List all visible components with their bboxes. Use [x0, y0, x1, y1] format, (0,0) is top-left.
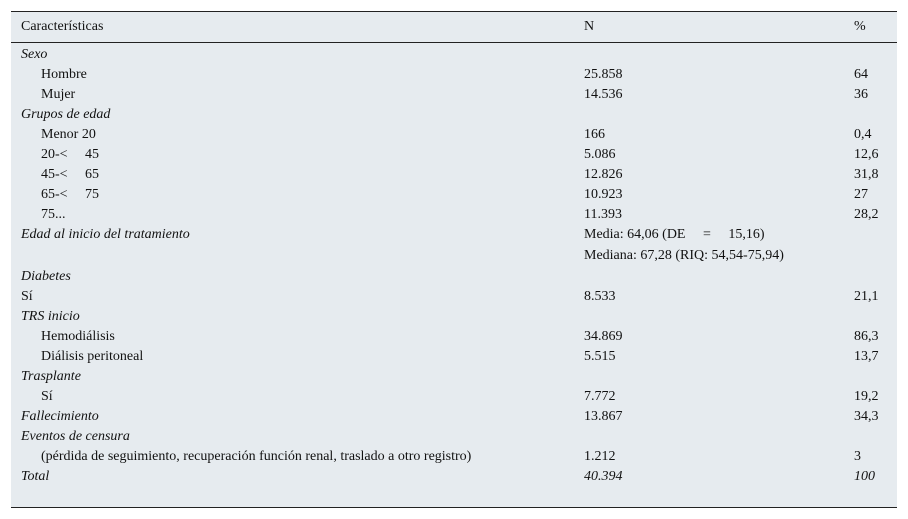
row-n — [584, 267, 854, 287]
table-row — [11, 225, 897, 267]
row-percent: 21,1 — [854, 289, 879, 304]
table-row — [11, 205, 897, 225]
row-percent: 19,2 — [854, 389, 879, 404]
row-label: Hemodiálisis — [41, 329, 115, 344]
row-n: 8.533 — [584, 289, 616, 304]
table-row — [11, 125, 897, 145]
row-percent — [854, 427, 897, 447]
row-label: Grupos de edad — [21, 107, 111, 122]
table-row — [11, 85, 897, 105]
row-n: 1.212 — [584, 449, 616, 464]
table-body — [11, 43, 897, 488]
row-percent — [854, 267, 897, 287]
row-n — [584, 105, 854, 125]
table-row — [11, 43, 897, 66]
row-label: Total — [21, 469, 50, 484]
row-label: Trasplante — [21, 369, 81, 384]
row-n — [584, 225, 854, 267]
table-row — [11, 367, 897, 387]
row-n: 14.536 — [584, 87, 623, 102]
table-row — [11, 427, 897, 447]
row-percent — [854, 43, 897, 66]
row-n: 5.515 — [584, 349, 616, 364]
row-percent: 64 — [854, 67, 868, 82]
row-percent: 12,6 — [854, 147, 879, 162]
row-n — [584, 427, 854, 447]
table-row — [11, 267, 897, 287]
table-row — [11, 307, 897, 327]
row-percent: 3 — [854, 449, 861, 464]
row-n: 11.393 — [584, 207, 622, 222]
table-row — [11, 65, 897, 85]
row-label: Fallecimiento — [21, 409, 99, 424]
header-characteristics: Características — [11, 12, 584, 43]
row-percent — [854, 225, 897, 267]
row-percent: 27 — [854, 187, 868, 202]
row-label: Eventos de censura — [21, 429, 130, 444]
row-label: Sí — [41, 389, 53, 404]
row-n: 25.858 — [584, 67, 623, 82]
row-percent: 13,7 — [854, 349, 879, 364]
table-row — [11, 165, 897, 185]
row-label: 20-< 45 — [41, 147, 100, 162]
row-percent: 31,8 — [854, 167, 879, 182]
row-percent: 34,3 — [854, 409, 879, 424]
row-n: 166 — [584, 127, 605, 142]
row-n: 13.867 — [584, 409, 623, 424]
table-row — [11, 327, 897, 347]
row-n: 12.826 — [584, 167, 623, 182]
table-row — [11, 287, 897, 307]
header-n: N — [584, 12, 854, 43]
row-n: 10.923 — [584, 187, 623, 202]
row-n — [584, 307, 854, 327]
table-row — [11, 185, 897, 205]
row-label: Edad al inicio del tratamiento — [21, 227, 190, 242]
row-label: 45-< 65 — [41, 167, 100, 182]
row-percent: 86,3 — [854, 329, 879, 344]
row-label: Menor 20 — [41, 127, 96, 142]
row-n — [584, 367, 854, 387]
row-percent: 28,2 — [854, 207, 879, 222]
row-label: Diálisis peritoneal — [41, 349, 144, 364]
row-percent: 0,4 — [854, 127, 872, 142]
row-percent — [854, 367, 897, 387]
row-label: Sexo — [21, 47, 48, 62]
row-percent — [854, 105, 897, 125]
row-label: Diabetes — [21, 269, 71, 284]
table-panel — [11, 11, 897, 508]
row-label: (pérdida de seguimiento, recuperación función renal, traslado a otro registro) — [41, 449, 472, 464]
row-n: 7.772 — [584, 389, 616, 404]
row-n-line: Media: 64,06 (DE = 15,16) — [584, 227, 765, 242]
row-n-line: Mediana: 67,28 (RIQ: 54,54-75,94) — [584, 248, 784, 263]
row-label: TRS inicio — [21, 309, 80, 324]
table-row — [11, 105, 897, 125]
row-n: 40.394 — [584, 469, 623, 484]
row-label: Mujer — [41, 87, 76, 102]
row-n: 34.869 — [584, 329, 623, 344]
table-row — [11, 387, 897, 407]
row-percent: 36 — [854, 87, 868, 102]
row-label: 65-< 75 — [41, 187, 100, 202]
table-row — [11, 447, 897, 467]
row-n — [584, 43, 854, 66]
row-label: Sí — [21, 289, 33, 304]
header-percent: % — [854, 12, 897, 43]
header-row — [11, 12, 897, 43]
characteristics-table — [11, 12, 897, 487]
row-percent — [854, 307, 897, 327]
row-label: 75... — [41, 207, 66, 222]
table-row — [11, 145, 897, 165]
row-n: 5.086 — [584, 147, 616, 162]
table-row — [11, 467, 897, 487]
table-row — [11, 347, 897, 367]
row-label: Hombre — [41, 67, 87, 82]
row-percent: 100 — [854, 469, 875, 484]
table-row — [11, 407, 897, 427]
